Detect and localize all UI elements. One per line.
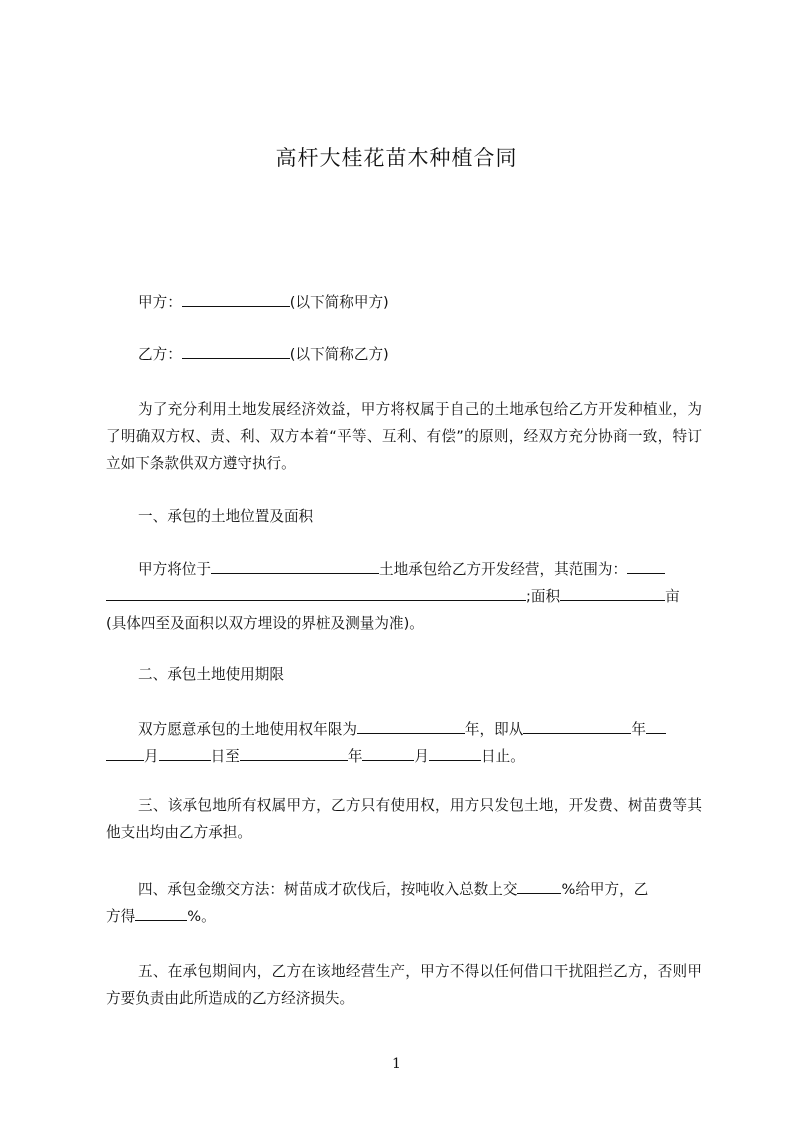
section4-body (106, 876, 702, 930)
start-day-blank[interactable] (159, 746, 211, 761)
start-month-blank-1[interactable] (646, 719, 666, 734)
party-b-label: 乙方： (138, 346, 182, 363)
section1-text-d: 亩 (665, 588, 680, 605)
party-a-label: 甲方： (138, 294, 182, 311)
section4-text-c: 方得 (106, 908, 136, 925)
party-a-line (106, 289, 702, 316)
party-b-note: (以下简称乙方) (289, 346, 389, 363)
section4-line1 (106, 876, 702, 903)
section2-text-c: 年 (631, 721, 646, 738)
section2-line1 (106, 716, 702, 743)
party-b-percent-blank[interactable] (135, 906, 187, 921)
section1-text-a: 甲方将位于 (138, 561, 211, 578)
section2-heading: 二、承包土地使用期限 (138, 666, 284, 683)
intro-paragraph: 为了充分利用土地发展经济效益，甲方将权属于自己的土地承包给乙方开发种植业，为了明确双方权、责、利、双方本着“平等、互利、有偿”的原则，经双方充分协商一致，特订立如下条款供双方遵守执行。 (106, 401, 702, 472)
section2-text-d: 月 (144, 748, 159, 765)
section3-paragraph: 三、该承包地所有权属甲方，乙方只有使用权，用方只发包土地，开发费、树苗费等其他支出均由乙方承担。 (106, 797, 702, 841)
section4-line2 (106, 903, 702, 930)
party-b-line (106, 341, 702, 368)
section1-line1 (106, 556, 702, 583)
section4-text-b: %给甲方，乙 (561, 881, 649, 898)
section2-line2 (106, 743, 702, 770)
document-title: 高杆大桂花苗木种植合同 (275, 146, 518, 170)
location-blank[interactable] (211, 559, 379, 574)
section2-text-a: 双方愿意承包的土地使用权年限为 (138, 721, 357, 738)
term-years-blank[interactable] (357, 719, 465, 734)
section1-text-b: 土地承包给乙方开发经营，其范围为： (378, 561, 628, 578)
area-blank[interactable] (560, 586, 665, 601)
party-a-blank[interactable] (182, 292, 290, 307)
section2-text-f: 年 (347, 748, 363, 765)
page-number: 1 (392, 1056, 401, 1072)
start-year-blank[interactable] (523, 719, 631, 734)
party-b-blank[interactable] (182, 344, 290, 359)
party-a-note: (以下简称甲方) (289, 294, 389, 311)
payment-percent-blank[interactable] (517, 879, 561, 894)
section2-text-e: 日至 (210, 748, 240, 765)
section1-line3: (具体四至及面积以双方埋设的界桩及测量为准)。 (106, 615, 424, 632)
range-blank-1[interactable] (627, 559, 665, 574)
section1-text-c: ;面积 (526, 588, 561, 605)
end-year-blank[interactable] (240, 746, 348, 761)
section2-text-g: 月 (414, 748, 430, 765)
range-blank-2[interactable] (106, 586, 526, 601)
section2-text-h: 日止。 (481, 748, 525, 765)
section5-paragraph: 五、在承包期间内，乙方在该地经营生产，甲方不得以任何借口干扰阻拦乙方，否则甲方要负责由此所造成的乙方经济损失。 (106, 963, 702, 1007)
section1-body (106, 556, 702, 637)
section4-text-d: %。 (187, 908, 216, 925)
section4-text-a: 四、承包金缴交方法：树苗成才砍伐后，按吨收入总数上交 (138, 881, 518, 898)
end-day-blank[interactable] (429, 746, 481, 761)
end-month-blank[interactable] (362, 746, 414, 761)
section2-body (106, 716, 702, 770)
section1-heading: 一、承包的土地位置及面积 (138, 508, 314, 525)
section1-line2 (106, 583, 702, 610)
section2-text-b: 年，即从 (464, 721, 524, 738)
start-month-blank-2[interactable] (106, 746, 144, 761)
